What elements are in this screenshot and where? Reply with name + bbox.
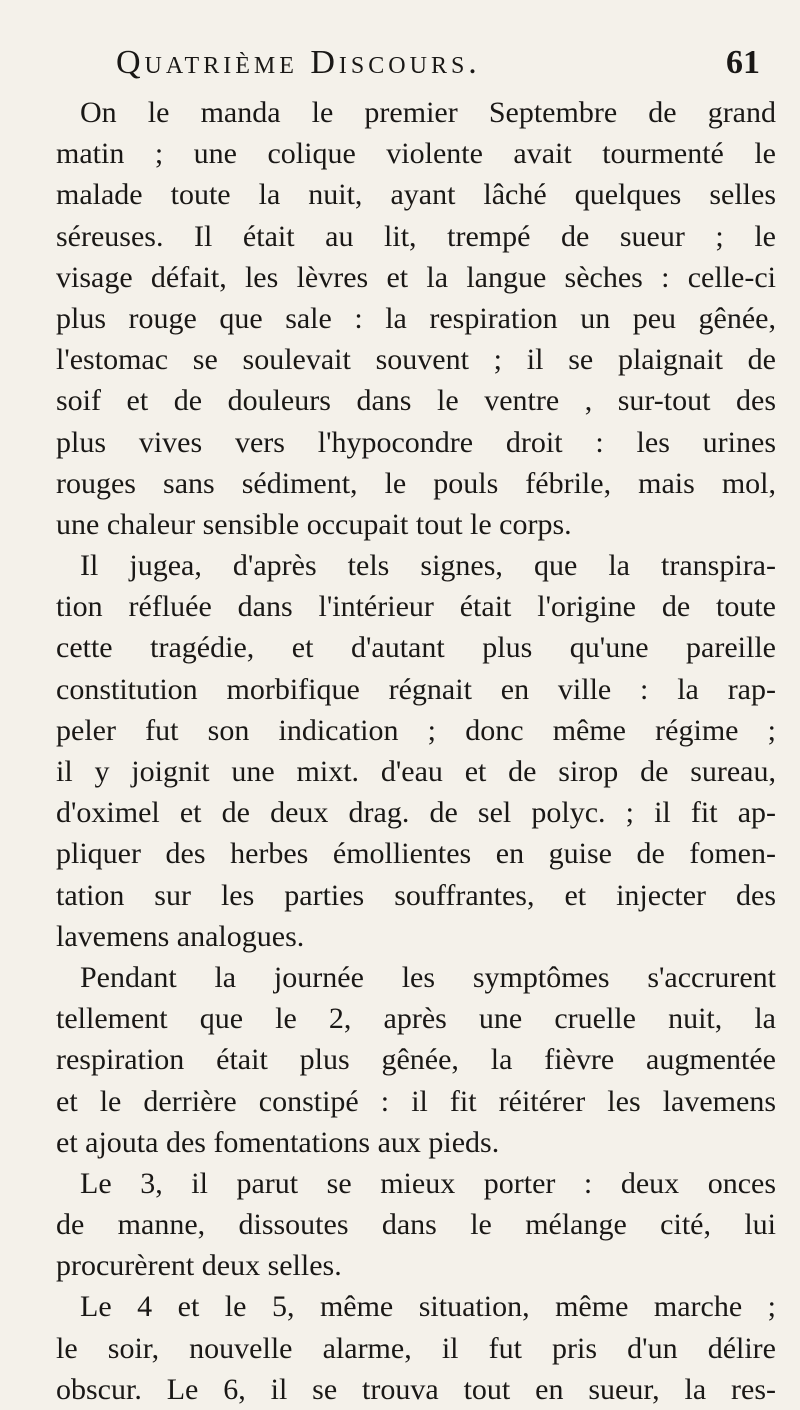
text-line: rouges sans sédiment, le pouls fébrile, mais mol,	[56, 466, 776, 500]
text-line: soif et de douleurs dans le ventre , sur-tout des	[56, 384, 776, 418]
text-line: tion réfluée dans l'intérieur était l'origine de toute	[56, 590, 776, 624]
text-line: plus rouge que sale : la respiration un peu gênée,	[56, 301, 776, 335]
text-line: et le derrière constipé : il fit réitérer les lavemens	[56, 1084, 776, 1118]
text-line: visage défait, les lèvres et la langue sèches : celle-ci	[56, 260, 776, 294]
text-line: malade toute la nuit, ayant lâché quelques selles	[56, 178, 776, 212]
text-line: peler fut son indication ; donc même régime ;	[56, 713, 776, 747]
text-line: constitution morbifique régnait en ville : la rap-	[56, 672, 776, 706]
text-line: obscur. Le 6, il se trouva tout en sueur, la res-	[56, 1372, 776, 1406]
text-line: lavemens analogues.	[56, 919, 305, 953]
page-number: 61	[726, 44, 760, 81]
body-text	[56, 92, 776, 1410]
text-line: On le manda le premier Septembre de grand	[80, 96, 776, 129]
text-line: Pendant la journée les symptômes s'accrurent	[80, 960, 776, 994]
text-line: tellement que le 2, après une cruelle nuit, la	[56, 1002, 776, 1036]
page-header	[58, 44, 760, 88]
text-line: une chaleur sensible occupait tout le corps.	[56, 507, 572, 541]
text-line: d'oximel et de deux drag. de sel polyc. ; il fit ap-	[56, 796, 776, 830]
text-line: cette tragédie, et d'autant plus qu'une pareille	[56, 631, 776, 665]
text-line: séreuses. Il était au lit, trempé de sueur ; le	[56, 219, 776, 253]
running-title: Quatrième Discours.	[116, 44, 481, 81]
text-line: l'estomac se soulevait souvent ; il se plaignait de	[56, 343, 776, 377]
text-line: respiration était plus gênée, la fièvre augmentée	[56, 1043, 776, 1077]
text-line: il y joignit une mixt. d'eau et de sirop de sureau,	[56, 755, 776, 788]
text-line: Le 3, il parut se mieux porter : deux onces	[80, 1166, 776, 1200]
text-line: le soir, nouvelle alarme, il fut pris d'un délire	[56, 1331, 776, 1365]
text-line: procurèrent deux selles.	[56, 1249, 342, 1283]
text-line: pliquer des herbes émollientes en guise de fomen-	[56, 837, 776, 871]
text-line: matin ; une colique violente avait tourmenté le	[56, 137, 776, 171]
text-line: et ajouta des fomentations aux pieds.	[56, 1125, 500, 1159]
text-line: Le 4 et le 5, même situation, même marche ;	[80, 1290, 776, 1324]
text-line: Il jugea, d'après tels signes, que la transpira-	[80, 549, 776, 583]
text-line: tation sur les parties souffrantes, et injecter des	[56, 878, 776, 912]
text-line: de manne, dissoutes dans le mélange cité, lui	[56, 1208, 776, 1242]
text-line: plus vives vers l'hypocondre droit : les urines	[56, 425, 776, 459]
